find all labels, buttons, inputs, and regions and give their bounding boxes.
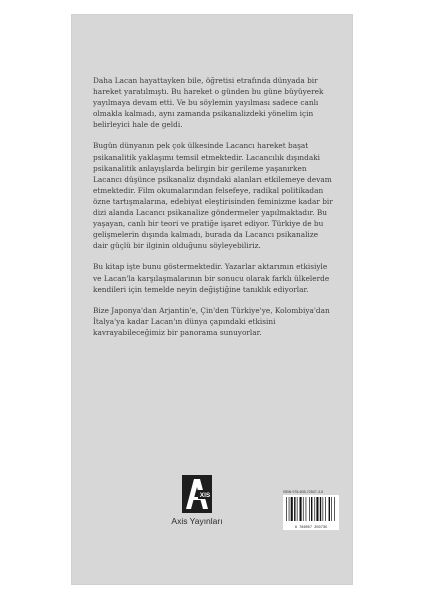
back-cover bbox=[72, 15, 352, 584]
blurb-paragraph-2: Bugün dünyanın pek çok ülkesinde Lacancı hareket başat psikanalitik yaklaşımı temsil etmektedir. Lacancılık dışındaki psikanalitik anlayışlarda belirgin bir gerileme yaşanırken Lacancı düşünce psikanaliz dışındaki alanları etkilemeye devam etmektedir. Film okumalarından felsefeye, radikal politikadan özne tartışmalarına, edebiyat eleştirisinden feminizme kadar bir dizi alanda Lacancı psikanalize göndermeler yapılmaktadır. Bu yaşayan, canlı bir teori ve pratiğe işaret ediyor. Türkiye de bu gelişmelerin dışında kalmadı, burada da Lacancı psikanalize dair güçlü bir ilginin olduğunu söyleyebiliriz. bbox=[93, 141, 333, 251]
axis-logo-icon bbox=[182, 475, 212, 513]
blurb-text bbox=[93, 75, 333, 348]
publisher-block bbox=[162, 475, 232, 526]
blurb-paragraph-3: Bu kitap işte bunu göstermektedir. Yazarlar aktarımın etkisiyle ve Lacan'la karşılaşmalarının bir sonucu olarak farklı ülkelerde kendileri için temelde neyin değiştiğine tanıklık ediyorlar. bbox=[93, 262, 330, 294]
logo-text: XIS bbox=[199, 492, 211, 499]
blurb-paragraph-1: Daha Lacan hayattayken bile, öğretisi etrafında dünyada bir hareket yaratılmıştı. Bu hareket o günden bu güne büyüyerek yayılmaya devam etti. Ve bu söylemin yayılması sadece canlı olmakla kalmadı, aynı zamanda psikanalizdeki yönelim için belirleyici hale de geldi. bbox=[93, 76, 324, 130]
barcode-icon bbox=[283, 495, 339, 530]
barcode-digits: 9 786057 250735 bbox=[294, 526, 328, 530]
blurb-paragraph-4: Bize Japonya'dan Arjantin'e, Çin'den Türkiye'ye, Kolombiya'dan İtalya'ya kadar Lacan'ın dünya çapındaki etkisini kavrayabileceğimiz bir panorama sunuyorlar. bbox=[93, 305, 330, 337]
publisher-name: Axis Yayınları bbox=[171, 516, 223, 526]
isbn-label: ISBN 978-605-72507-3-5 bbox=[283, 490, 324, 494]
barcode-block bbox=[283, 490, 339, 530]
